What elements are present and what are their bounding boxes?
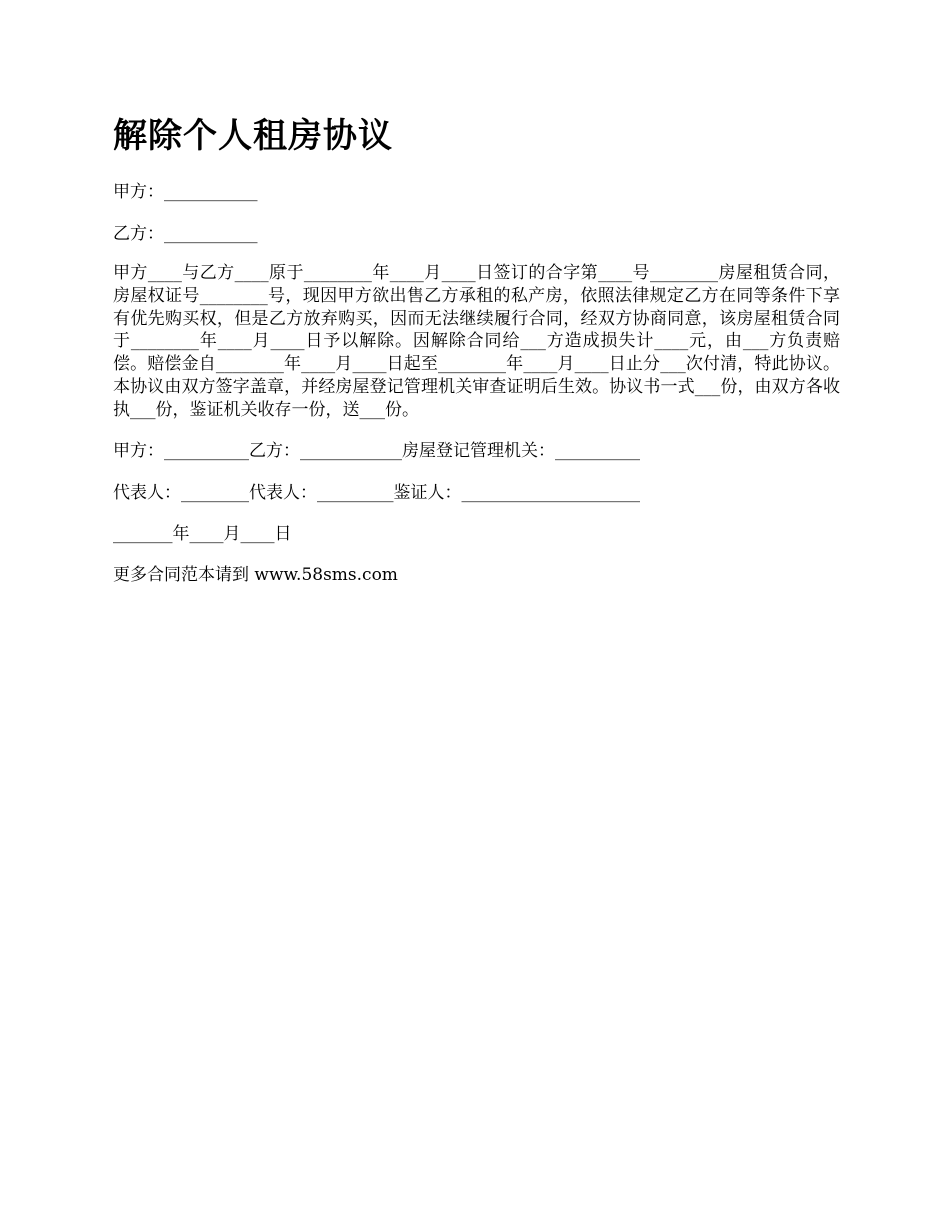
- agreement-body-paragraph: 甲方____与乙方____原于________年____月____日签订的合字第____号________房屋租赁合同，房屋权证号________号，现因甲方欲出售乙方承租的私产房，依照法律规定乙方在同等条件下享有优先购买权，但是乙方放弃购买，因而无法继续履行合同，经双方协商同意，该房屋租赁合同于________年____月____日予以解除。因解除合同给___方造成损失计____元，由___方负责赔偿。赔偿金自________年____月____日起至________年____月____日止分___次付清，特此协议。本协议由双方签字盖章，并经房屋登记管理机关审查证明后生效。协议书一式___份，由双方各收执___份，鉴证机关收存一份，送___份。: [113, 263, 840, 420]
- document-title: 解除个人租房协议: [113, 116, 393, 156]
- date-line: _______年____月____日: [113, 524, 292, 544]
- party-a-line: 甲方：___________: [113, 182, 258, 202]
- more-templates-line: 更多合同范本请到 www.58sms.com: [113, 565, 398, 585]
- representatives-line: 代表人：________代表人：_________鉴证人：_____________________: [113, 483, 640, 503]
- signature-parties-line: 甲方：__________乙方：____________房屋登记管理机关：__________: [113, 441, 640, 461]
- party-b-line: 乙方：___________: [113, 224, 258, 244]
